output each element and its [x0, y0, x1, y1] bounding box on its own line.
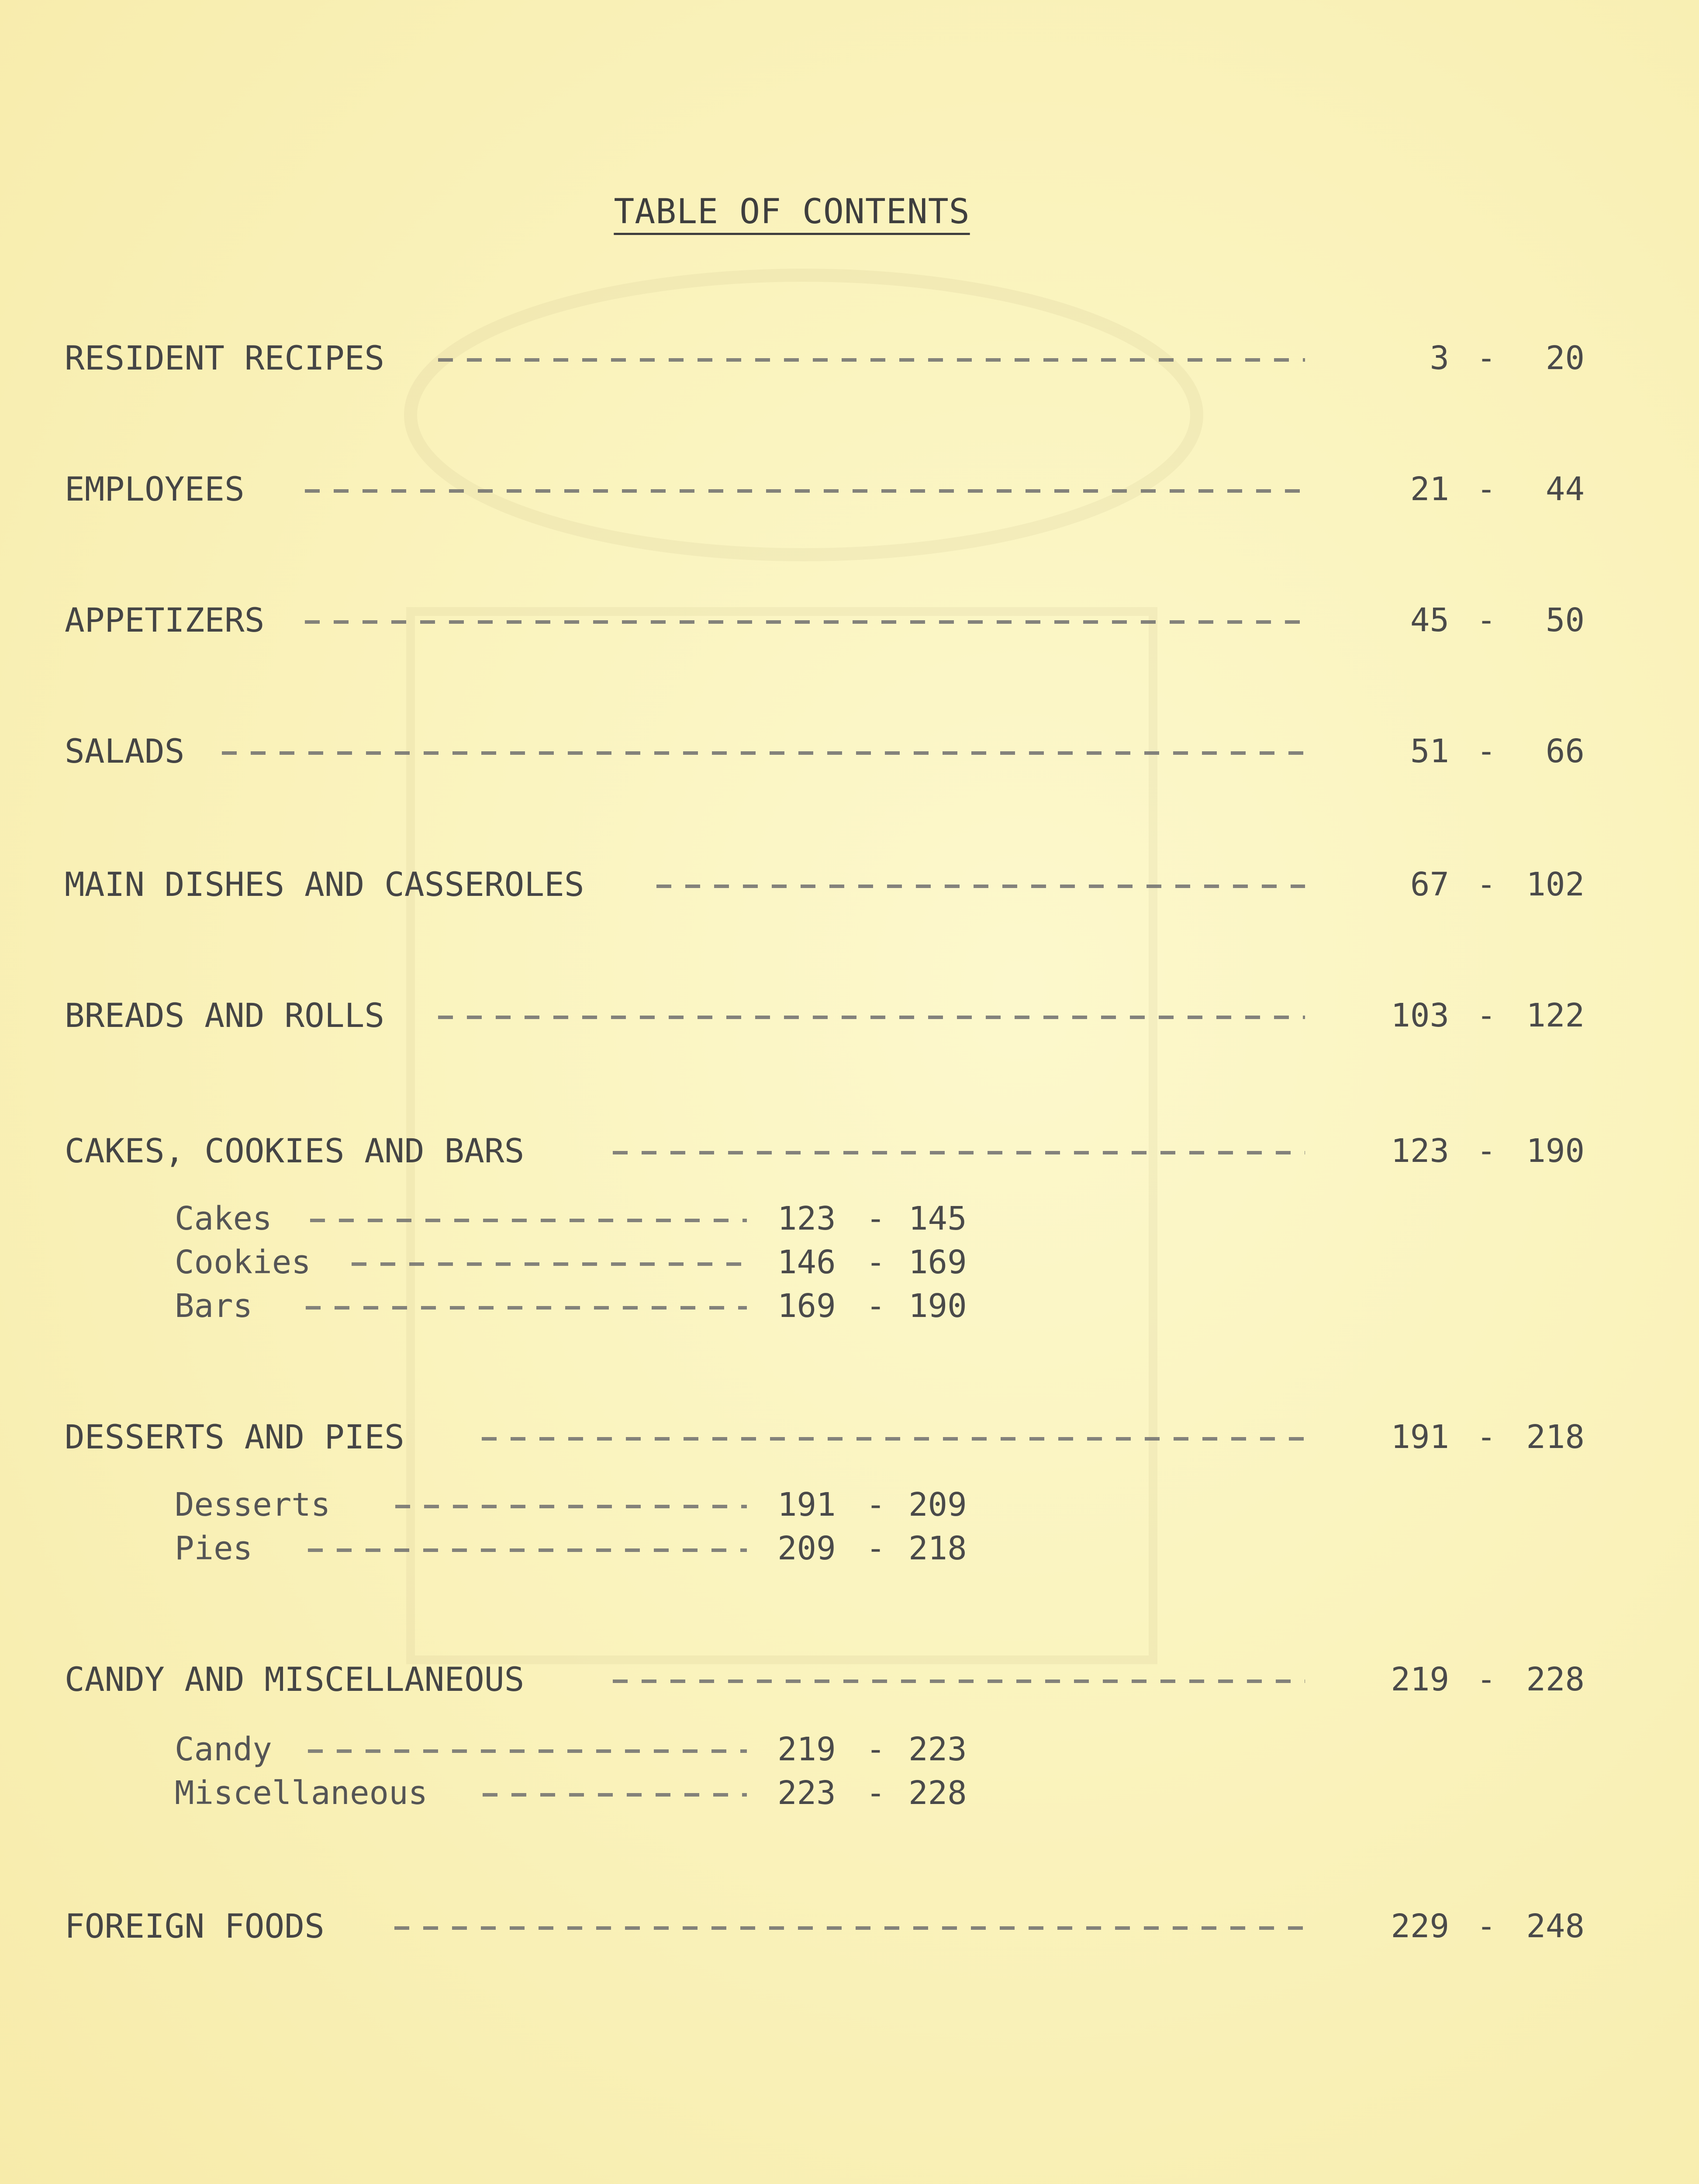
page-dash: - — [1476, 339, 1496, 377]
page-dash: - — [866, 1486, 886, 1524]
dot-leader — [613, 1679, 1305, 1683]
dot-leader — [438, 1016, 1305, 1019]
toc-subentry-pages — [777, 1769, 983, 1817]
toc-entry-pages — [1323, 1127, 1585, 1175]
toc-entry-label: EMPLOYEES — [65, 470, 245, 508]
toc-entry-label: CAKES, COOKIES AND BARS — [65, 1131, 525, 1170]
toc-entry-pages — [1323, 1413, 1585, 1461]
page-end: 223 — [908, 1731, 967, 1768]
dot-leader — [305, 620, 1305, 624]
toc-entry-resident-recipes — [65, 334, 1585, 382]
page-start: 67 — [1410, 866, 1449, 903]
toc-subentry-pages — [777, 1524, 983, 1572]
dot-leader — [352, 1262, 747, 1266]
page-end: 50 — [1545, 601, 1585, 639]
toc-subentry-candy — [175, 1725, 987, 1773]
page-dash: - — [866, 1731, 886, 1768]
toc-entry-pages — [1323, 596, 1585, 644]
page-dash: - — [1476, 997, 1496, 1034]
page-start: 219 — [1391, 1661, 1449, 1698]
page-start: 21 — [1410, 470, 1449, 508]
page-start: 146 — [777, 1244, 836, 1281]
page-start: 191 — [777, 1486, 836, 1524]
page-start: 209 — [777, 1530, 836, 1567]
page-start: 191 — [1391, 1418, 1449, 1456]
toc-subentry-cookies — [175, 1238, 987, 1286]
page-start: 45 — [1410, 601, 1449, 639]
toc-entry-breads-and-rolls — [65, 992, 1585, 1040]
page-end: 66 — [1545, 733, 1585, 770]
toc-subentry-label: Desserts — [175, 1486, 331, 1524]
toc-entry-candy-and-miscellaneous — [65, 1655, 1585, 1704]
toc-entry-label: FOREIGN FOODS — [65, 1907, 325, 1946]
page-dash: - — [1476, 1908, 1496, 1945]
toc-subentry-label: Pies — [175, 1530, 253, 1567]
dot-leader — [483, 1793, 747, 1797]
toc-entry-label: SALADS — [65, 732, 185, 771]
page-end: 228 — [908, 1774, 967, 1812]
dot-leader — [613, 1151, 1305, 1154]
toc-entry-pages — [1323, 727, 1585, 775]
page-dash: - — [1476, 866, 1496, 903]
toc-subentry-label: Bars — [175, 1287, 253, 1325]
toc-entry-desserts-and-pies — [65, 1413, 1585, 1461]
page-end: 218 — [1526, 1418, 1585, 1456]
page-end: 209 — [908, 1486, 967, 1524]
page-end: 145 — [908, 1200, 967, 1237]
page-end: 102 — [1526, 866, 1585, 903]
toc-subentry-label: Miscellaneous — [175, 1774, 428, 1812]
page-start: 123 — [1391, 1132, 1449, 1170]
toc-entry-label: CANDY AND MISCELLANEOUS — [65, 1660, 525, 1699]
toc-subentry-pages — [777, 1282, 983, 1330]
page-start: 123 — [777, 1200, 836, 1237]
dot-leader — [394, 1926, 1305, 1930]
toc-subentry-label: Candy — [175, 1731, 272, 1768]
toc-subentry-pages — [777, 1481, 983, 1529]
page-start: 3 — [1430, 339, 1449, 377]
page-dash: - — [866, 1287, 886, 1325]
toc-entry-employees — [65, 465, 1585, 513]
page-end: 20 — [1545, 339, 1585, 377]
toc-entry-label: DESSERTS AND PIES — [65, 1417, 404, 1456]
page-end: 169 — [908, 1244, 967, 1281]
page-end: 190 — [1526, 1132, 1585, 1170]
dot-leader — [656, 885, 1305, 888]
toc-subentry-pages — [777, 1195, 983, 1243]
page-end: 228 — [1526, 1661, 1585, 1698]
toc-subentry-desserts — [175, 1481, 987, 1529]
toc-subentry-pages — [777, 1238, 983, 1286]
toc-entry-pages — [1323, 860, 1585, 909]
page-dash: - — [1476, 733, 1496, 770]
dot-leader — [306, 1306, 747, 1310]
dot-leader — [305, 489, 1305, 493]
toc-subentry-bars — [175, 1282, 987, 1330]
toc-entry-label: MAIN DISHES AND CASSEROLES — [65, 865, 584, 904]
page-start: 169 — [777, 1287, 836, 1325]
toc-subentry-pages — [777, 1725, 983, 1773]
page-dash: - — [866, 1200, 886, 1237]
dot-leader — [482, 1437, 1305, 1441]
dot-leader — [222, 751, 1305, 755]
toc-entry-label: BREADS AND ROLLS — [65, 996, 385, 1035]
page-dash: - — [1476, 601, 1496, 639]
toc-subentry-label: Cookies — [175, 1244, 311, 1281]
toc-entry-label: APPETIZERS — [65, 601, 265, 639]
toc-entry-main-dishes-and-casseroles — [65, 860, 1585, 909]
dot-leader — [308, 1749, 747, 1753]
toc-subentry-cakes — [175, 1195, 987, 1243]
page-dash: - — [1476, 1418, 1496, 1456]
toc-entry-foreign-foods — [65, 1902, 1585, 1950]
page-end: 44 — [1545, 470, 1585, 508]
toc-subentry-label: Cakes — [175, 1200, 272, 1237]
dot-leader — [310, 1219, 747, 1222]
dot-leader — [438, 358, 1305, 362]
toc-entry-label: RESIDENT RECIPES — [65, 339, 385, 377]
toc-subentry-miscellaneous — [175, 1769, 987, 1817]
toc-entry-pages — [1323, 465, 1585, 513]
toc-entry-salads — [65, 727, 1585, 775]
page-dash: - — [1476, 1132, 1496, 1170]
page-dash: - — [866, 1774, 886, 1812]
page-start: 103 — [1391, 997, 1449, 1034]
page-start: 229 — [1391, 1908, 1449, 1945]
page-end: 218 — [908, 1530, 967, 1567]
toc-entry-pages — [1323, 992, 1585, 1040]
dot-leader — [308, 1548, 747, 1552]
page-start: 51 — [1410, 733, 1449, 770]
toc-entry-pages — [1323, 334, 1585, 382]
page-title: TABLE OF CONTENTS — [614, 192, 970, 232]
page-end: 122 — [1526, 997, 1585, 1034]
toc-entry-pages — [1323, 1902, 1585, 1950]
page-start: 223 — [777, 1774, 836, 1812]
dot-leader — [395, 1505, 747, 1508]
page-dash: - — [1476, 470, 1496, 508]
page-dash: - — [866, 1530, 886, 1567]
toc-entry-cakes-cookies-and-bars — [65, 1127, 1585, 1175]
toc-entry-appetizers — [65, 596, 1585, 644]
page-dash: - — [1476, 1661, 1496, 1698]
page-start: 219 — [777, 1731, 836, 1768]
toc-entry-pages — [1323, 1655, 1585, 1704]
page-end: 248 — [1526, 1908, 1585, 1945]
page-end: 190 — [908, 1287, 967, 1325]
page-dash: - — [866, 1244, 886, 1281]
toc-subentry-pies — [175, 1524, 987, 1572]
